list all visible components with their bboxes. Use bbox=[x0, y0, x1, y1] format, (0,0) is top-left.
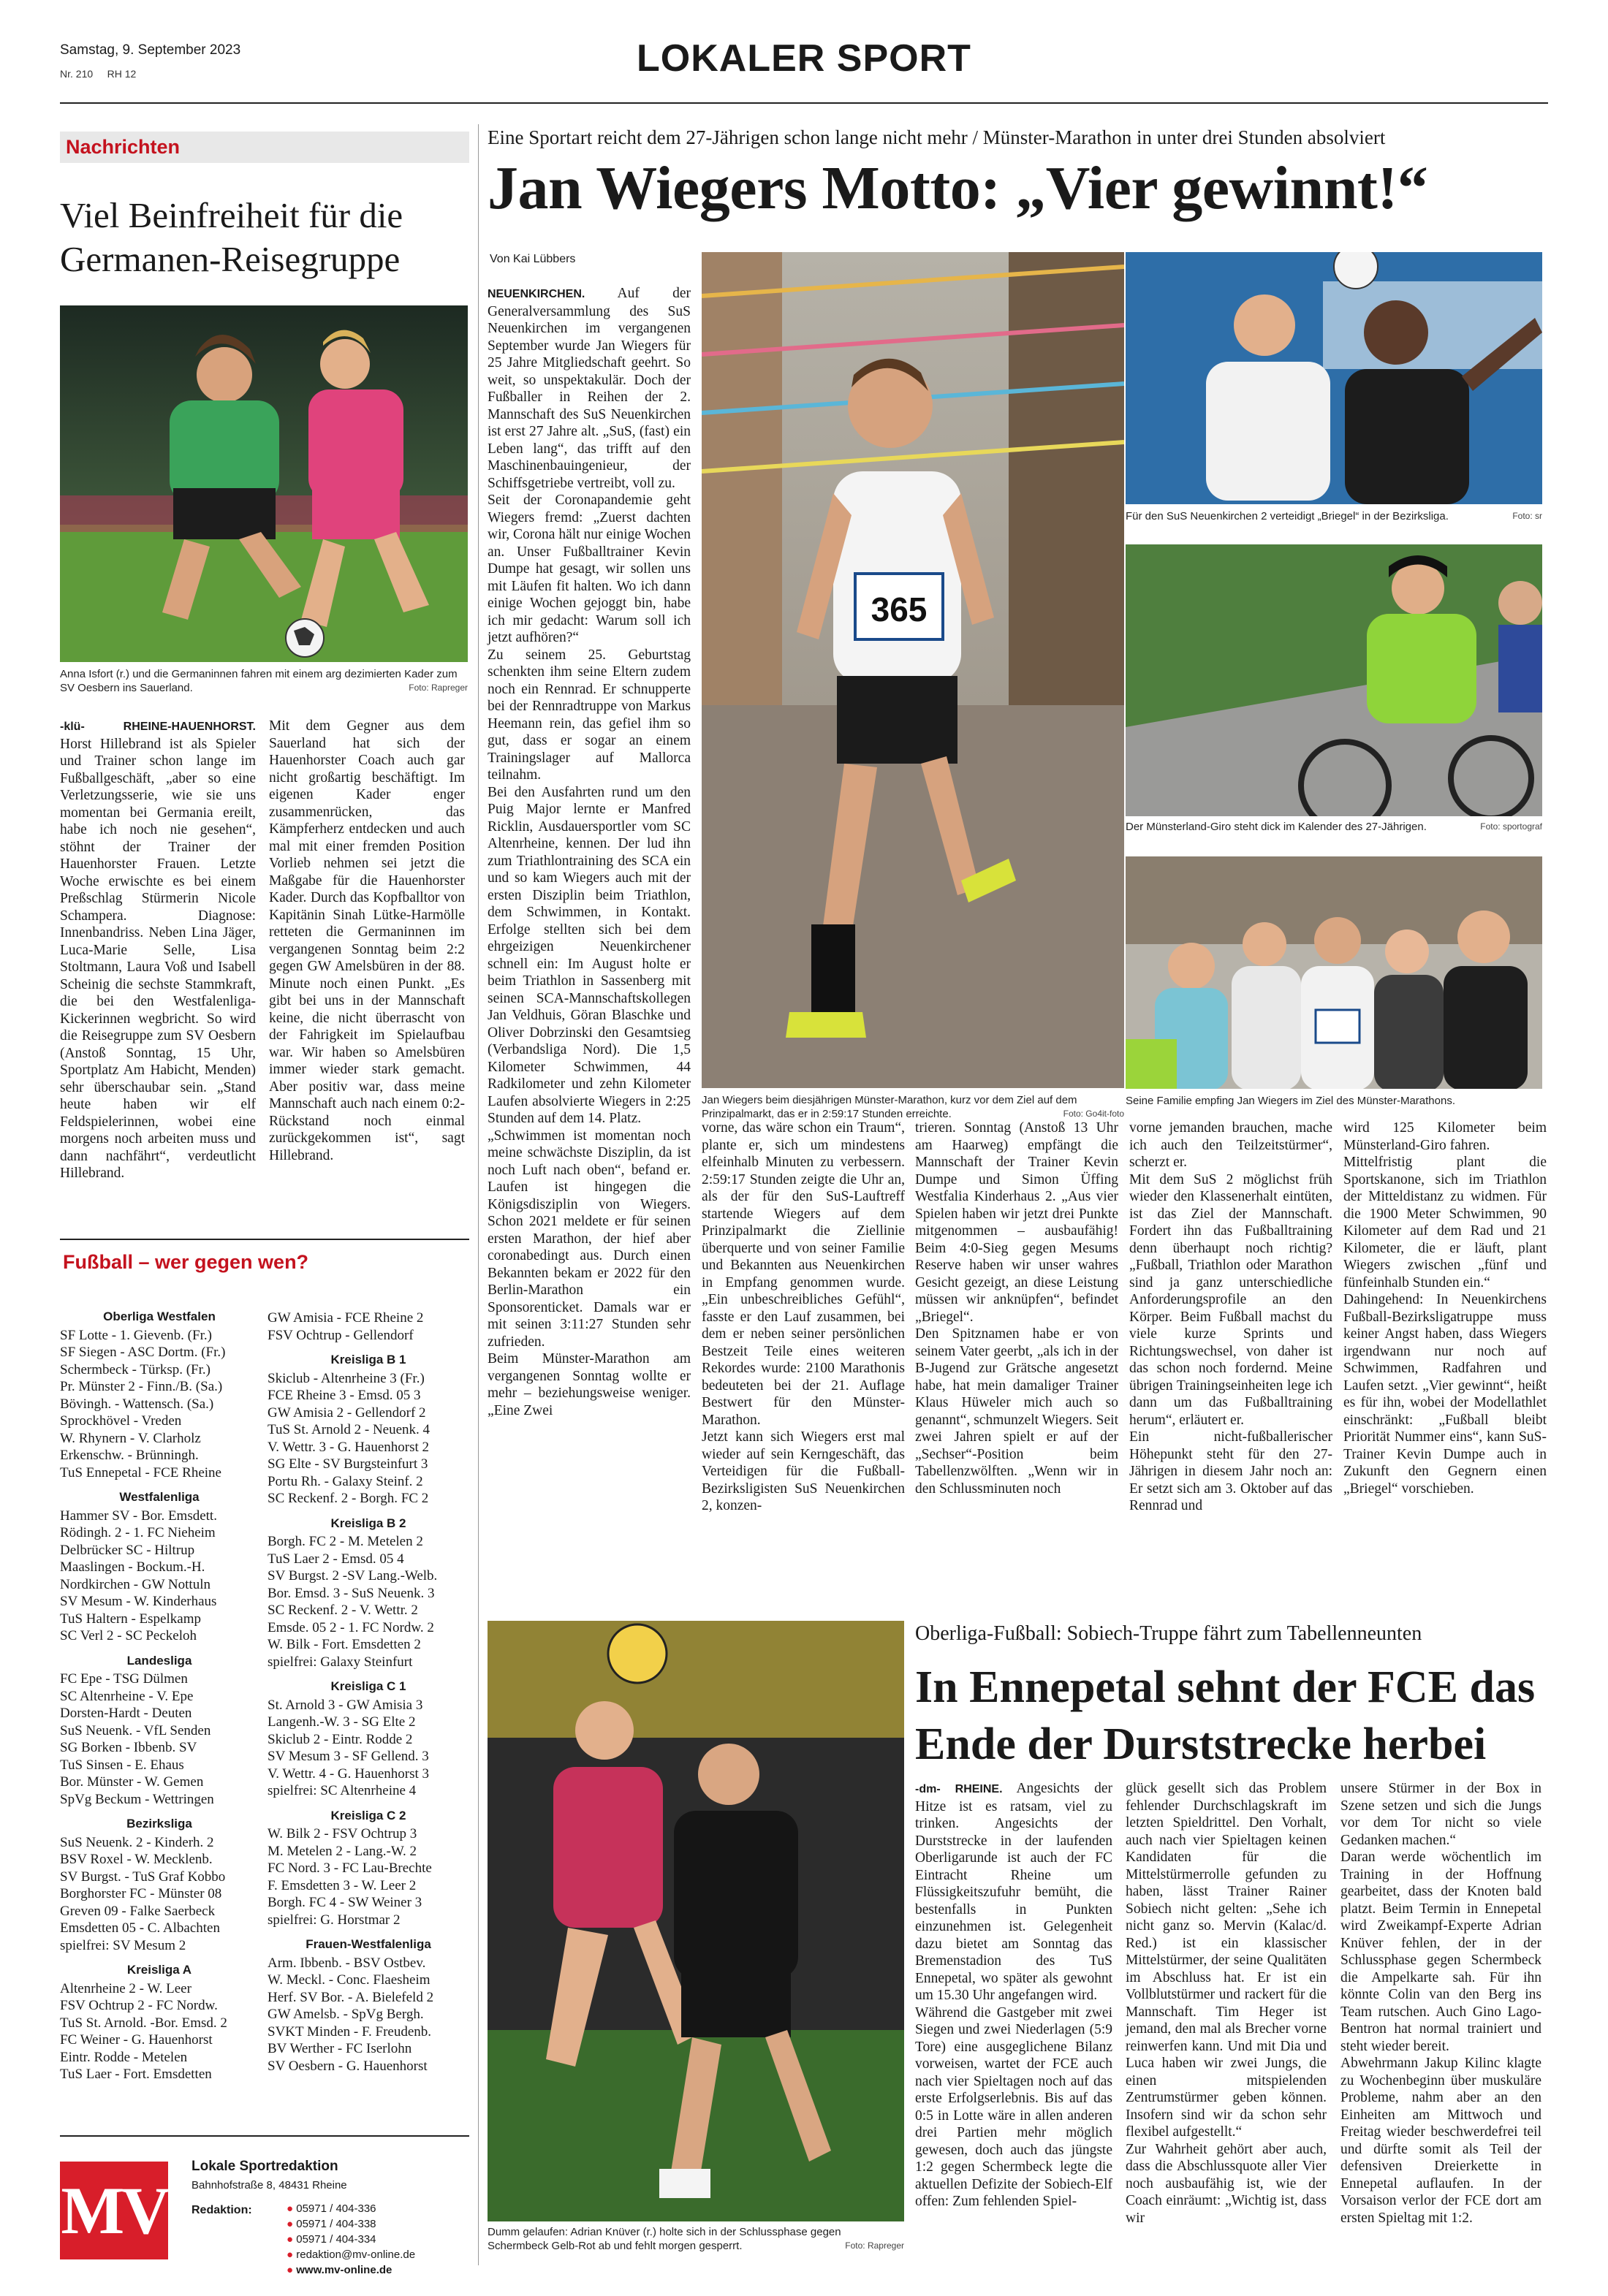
fixture-row: Bor. Münster - W. Gemen bbox=[60, 1774, 204, 1790]
fixtures-col-1 bbox=[60, 1301, 259, 2083]
soccer-photo bbox=[1126, 252, 1542, 504]
fixture-row: Erkenschw. - Brünningh. bbox=[60, 1448, 199, 1463]
section-title: LOKALER SPORT bbox=[637, 37, 971, 80]
fixture-row: Greven 09 - Falke Saerbeck bbox=[60, 1903, 216, 1919]
fixture-row: BSV Roxel - W. Mecklenb. bbox=[60, 1852, 213, 1867]
fixture-row: Hammer SV - Bor. Emsdett. bbox=[60, 1508, 217, 1524]
issue-number: Nr. 210 RH 12 bbox=[60, 68, 137, 80]
fixture-row: TuS Ennepetal - FCE Rheine bbox=[60, 1464, 221, 1480]
fixture-row: Maaslingen - Bockum.-H. bbox=[60, 1559, 205, 1575]
fixture-row: FCE Rheine 3 - Emsd. 05 3 bbox=[268, 1388, 421, 1403]
fixture-league-heading: Westfalenliga bbox=[119, 1490, 200, 1504]
issue-date: Samstag, 9. September 2023 bbox=[60, 42, 241, 58]
fixture-row: FC Weiner - G. Hauenhorst bbox=[60, 2032, 213, 2048]
contact-email[interactable]: redaktion@mv-online.de bbox=[296, 2249, 416, 2261]
bike-photo-caption: Der Münsterland-Giro steht dick im Kalender des 27-Jährigen. Foto: sportograf bbox=[1126, 821, 1542, 833]
fixture-row: W. Meckl. - Conc. Flaesheim bbox=[268, 1972, 431, 1988]
fixture-row: Eintr. Rodde - Metelen bbox=[60, 2049, 188, 2065]
fixture-row: SuS Neuenk. 2 - Kinderh. 2 bbox=[60, 1834, 214, 1850]
fixture-row: SVKT Minden - F. Freudenb. bbox=[268, 2023, 432, 2040]
main-dateline: NEUENKIRCHEN. bbox=[488, 288, 585, 300]
main-byline: Von Kai Lübbers bbox=[490, 253, 576, 265]
mail-icon: ● bbox=[287, 2249, 294, 2261]
fixture-row: TuS St. Arnold 2 - Neuenk. 4 bbox=[268, 1422, 431, 1437]
fixture-row: SF Siegen - ASC Dortm. (Fr.) bbox=[60, 1345, 226, 1360]
fixture-row: Emsde. 05 2 - 1. FC Nordw. 2 bbox=[268, 1619, 434, 1635]
fixture-row: TuS Sinsen - E. Ehaus bbox=[60, 1757, 184, 1773]
fixture-row: SuS Neuenk. - VfL Senden bbox=[60, 1722, 211, 1738]
fixture-row: Skiclub 2 - Eintr. Rodde 2 bbox=[268, 1731, 413, 1747]
main-col-3: trieren. Sonntag (Anstoß 13 Uhr am Haarweg) empfängt die Mannschaft der Trainer Kevin Dumpe und Simon Üffing Westfalia Kinderhaus 2. „Aus vier Spielen haben wir jetzt drei Punkte mitgenommen – ausbaufähig! Beim 4:0-Sieg gegen Mesums Reserve haben wir unser wahres Gesicht gezeigt, an diese Leistung müssen wir anknüpfen“, befindet „Briegel“. Den Spitznamen habe er von seinem Vater geerbt, „als ich in der B-Jugend zur Grätsche angesetzt habe, hat mein damaliger Trainer Klaus Hüweler mich auch so genannt“, schmunzelt Wiegers. Seit zwei Jahren spielt er auf der „Sechser“-Position beim Tabellenzwölften. „Wenn wir in den Schlussminuten noch bbox=[915, 1120, 1118, 1497]
column-divider bbox=[478, 124, 479, 2265]
fixture-row: FSV Ochtrup - Gellendorf bbox=[268, 1327, 414, 1343]
fixtures-col-2 bbox=[268, 1309, 469, 2075]
fixture-row: V. Wettr. 4 - G. Hauenhorst 3 bbox=[268, 1765, 429, 1782]
fixture-row: Rödingh. 2 - 1. FC Nieheim bbox=[60, 1525, 216, 1540]
fixtures-title: Fußball – wer gegen wen? bbox=[63, 1251, 309, 1273]
bike-photo bbox=[1126, 544, 1542, 816]
fixture-row: Portu Rh. - Galaxy Steinf. 2 bbox=[268, 1473, 423, 1489]
fixture-row: SC Verl 2 - SC Peckeloh bbox=[60, 1628, 197, 1643]
fixture-row: FSV Ochtrup 2 - FC Nordw. bbox=[60, 1998, 218, 2013]
fixture-row: SF Lotte - 1. Gievenb. (Fr.) bbox=[60, 1327, 212, 1343]
fixture-league-heading: Kreisliga B 2 bbox=[330, 1516, 406, 1530]
fixtures-rule bbox=[60, 1239, 469, 1240]
bike-photo-credit: Foto: sportograf bbox=[1480, 821, 1542, 832]
cycling-race-illustration bbox=[1126, 544, 1542, 816]
phone-icon: ● bbox=[287, 2218, 294, 2230]
main-col-5: wird 125 Kilometer beim Münsterland-Giro fahren. Mittelfristig plant die Sportskanone, sich im Triathlon der Mitteldistanz zu widmen. Für die 1900 Meter Schwimmen, 90 Kilometer auf dem Rad und 21 Kilometer, die er läuft, plant Wiegers zwischen „fünf und fünfeinhalb Stunden ein.“ Dahingehend: In Neuenkirchens Fußball-Bezirksligatruppe muss keiner Angst haben, dass Wiegers irgendwann nur noch auf Schwimmen, Radfahren und Laufen setzt. „Vier gewinnt“, heißt es für ihn, wobei der Modellathlet einschränkt: „Fußball bleibt Priorität Nummer eins“, kann SuS-Trainer Kevin Dumpe auch in Zukunft den Gegnern einen „Briegel“ vorschieben. bbox=[1343, 1120, 1547, 1497]
oberliga-duel-illustration bbox=[488, 1621, 904, 2221]
fixture-row: SV Mesum - W. Kinderhaus bbox=[60, 1594, 217, 1609]
web-icon: ● bbox=[287, 2264, 294, 2276]
soccer-header-illustration bbox=[1126, 252, 1542, 504]
fixture-row: Pr. Münster 2 - Finn./B. (Sa.) bbox=[60, 1379, 223, 1394]
contact-phone-1: 05971 / 404-336 bbox=[296, 2202, 376, 2215]
fixture-row: TuS St. Arnold. -Bor. Emsd. 2 bbox=[60, 2015, 227, 2031]
fixture-row: W. Bilk 2 - FSV Ochtrup 3 bbox=[268, 1826, 417, 1841]
fixture-league-heading: Oberliga Westfalen bbox=[103, 1309, 216, 1323]
fixture-league-heading: Frauen-Westfalenliga bbox=[306, 1937, 431, 1951]
fixture-row: Emsdetten 05 - C. Albachten bbox=[60, 1920, 220, 1936]
family-photo bbox=[1126, 856, 1542, 1089]
fixture-row: TuS Laer - Fort. Emsdetten bbox=[60, 2067, 212, 2082]
second-kicker: Oberliga-Fußball: Sobiech-Truppe fährt zum Tabellenneunten bbox=[915, 1622, 1422, 1645]
fixture-row: spielfrei: SC Altenrheine 4 bbox=[268, 1783, 417, 1798]
fixture-row: Borgh. FC 4 - SW Weiner 3 bbox=[268, 1895, 422, 1910]
fixture-row: Skiclub - Altenrheine 3 (Fr.) bbox=[268, 1370, 425, 1386]
fixture-row: Dorsten-Hardt - Deuten bbox=[60, 1706, 192, 1721]
fixture-row: Bor. Emsd. 3 - SuS Neuenk. 3 bbox=[268, 1585, 435, 1601]
fixture-row: TuS Laer 2 - Emsd. 05 4 bbox=[268, 1551, 404, 1567]
runner-photo-credit: Foto: Go4it-foto bbox=[1063, 1109, 1124, 1119]
fixture-row: BV Werther - FC Iserlohn bbox=[268, 2041, 412, 2056]
fixture-row: Herf. SV Bor. - A. Bielefeld 2 bbox=[268, 1989, 434, 2005]
fixture-row: spielfrei: SV Mesum 2 bbox=[60, 1937, 186, 1953]
contact-fax: 05971 / 404-334 bbox=[296, 2233, 376, 2246]
fixture-row: TuS Haltern - Espelkamp bbox=[60, 1611, 201, 1627]
runner-photo-caption: Jan Wiegers beim diesjährigen Münster-Marathon, kurz vor dem Ziel auf dem Prinzipalmarkt, das er in 2:59:17 Stunden erreichte. Foto: Go4it-foto bbox=[702, 1094, 1124, 1120]
fixture-row: GW Amisia 2 - Gellendorf 2 bbox=[268, 1404, 426, 1421]
fixture-row: Sprockhövel - Vreden bbox=[60, 1413, 182, 1429]
fixture-row: SC Reckenf. 2 - Borgh. FC 2 bbox=[268, 1491, 429, 1506]
fixture-league-heading: Kreisliga B 1 bbox=[330, 1353, 406, 1366]
main-kicker: Eine Sportart reicht dem 27-Jährigen schon lange nicht mehr / Münster-Marathon in unter drei Stunden absolviert bbox=[488, 126, 1386, 148]
fixture-row: Delbrücker SC - Hiltrup bbox=[60, 1542, 195, 1558]
fixture-row: FC Epe - TSG Dülmen bbox=[60, 1671, 188, 1687]
fce-photo bbox=[488, 1621, 904, 2221]
women-football-illustration bbox=[60, 305, 468, 662]
fixture-league-heading: Kreisliga C 2 bbox=[330, 1808, 406, 1822]
main-col-4: vorne jemanden brauchen, mache ich auch den Teilzeitstürmer“, scherzt er. Mit dem SuS 2 möglichst früh wieder den Klassenerhalt eintüten, ist das Ziel der Mannschaft. Fordert ihn das Fußballtraining denn überhaupt noch richtig? „Fußball, Triathlon oder Marathon sind ja ganz unterschiedliche Anforderungsprofile an den Körper. Beim Fußball machst du viele kurze Sprints und Richtungswechsel, von daher ist das schon noch fordernd. Meine übrigen Trainingseinheiten lege ich dann um das Fußballtraining herum“, erläutert er. Ein nicht-fußballerischer Höhepunkt steht für den 27-Jährigen in diesem Jahr noch an: Er setzt sich am 3. Oktober auf das Rennrad und bbox=[1129, 1120, 1332, 1513]
contact-label: Redaktion: bbox=[191, 2204, 252, 2216]
fax-icon: ● bbox=[287, 2233, 294, 2246]
news-headline: Viel Beinfreiheit für die Germanen-Reisegruppe bbox=[60, 195, 403, 279]
family-photo-caption: Seine Familie empfing Jan Wiegers im Ziel des Münster-Marathons. bbox=[1126, 1095, 1456, 1107]
fixture-row: SV Burgst. - TuS Graf Kobbo bbox=[60, 1869, 226, 1885]
mv-logo: MV bbox=[60, 2162, 168, 2259]
fce-photo-caption: Dumm gelaufen: Adrian Knüver (r.) holte sich in der Schlussphase gegen Schermbeck Gelb-Rot ab und fehlt morgen gesperrt. Foto: Rapreger bbox=[488, 2226, 904, 2252]
second-col-1 bbox=[915, 1780, 1112, 2211]
fixture-row: V. Wettr. 3 - G. Hauenhorst 2 bbox=[268, 1439, 429, 1455]
fixture-row: SC Reckenf. 2 - V. Wettr. 2 bbox=[268, 1603, 418, 1618]
second-col-3: unsere Stürmer in der Box in Szene setzen und sich die Jungs vor dem Tor nicht so viele Gedanken machen.“ Daran werde wöchentlich im Training in der Hoffnung gearbeitet, dass der Knoten bald platzt. Beim Termin in Ennepetal wird Zweikampf-Experte Adrian Knüver fehlen, der in der Schlussphase gegen Schermbeck die Ampelkarte sah. Für ihn könnte Colin van den Berg ins Team rutschen. Auch Gino Lago-Bentron hat normal trainiert und steht wieder bereit. Abwehrmann Jakup Kilinc klagte zu Wochenbeginn über muskuläre Probleme, nahm aber an den Einheiten am Mittwoch und Freitag wieder beschwerdefrei teil und dürfte somit als Teil der defensiven Dreierkette in Ennepetal auflaufen. In der Vorsaison verlor der FCE dort am ersten Spieltag mit 1:2. bbox=[1340, 1781, 1541, 2226]
soccer-photo-credit: Foto: sr bbox=[1512, 511, 1542, 521]
runner-photo bbox=[702, 252, 1124, 1088]
news-tab: Nachrichten bbox=[60, 132, 469, 163]
fixture-row: SV Burgst. 2 -SV Lang.-Welb. bbox=[268, 1568, 438, 1584]
main-headline: Jan Wiegers Motto: „Vier gewinnt!“ bbox=[488, 154, 1428, 222]
contact-title: Lokale Sportredaktion bbox=[191, 2159, 338, 2174]
contact-phone-2: 05971 / 404-338 bbox=[296, 2218, 376, 2230]
news-photo-credit: Foto: Rapreger bbox=[409, 683, 468, 693]
fixture-row: Bövingh. - Wattensch. (Sa.) bbox=[60, 1396, 214, 1412]
contact-web[interactable]: www.mv-online.de bbox=[296, 2264, 392, 2276]
fixture-row: Borghorster FC - Münster 08 bbox=[60, 1886, 222, 1901]
main-col-2: vorne, das wäre schon ein Traum“, plante er, sich um mindestens elfeinhalb Minuten zu verbessern. 2:59:17 Stunden zeigte die Uhr an, als der für den SuS-Lauftreff startende Wiegers auf dem Prinzipalmarkt die Ziellinie überquerte und von seiner Familie und Bekannten aus Neuenkirchen in Empfang genommen wurde. „Ein unbeschreibliches Gefühl“, fasste er den Lauf zusammen, bei dem er neben seiner persönlichen Bestzeit Teile eines weiteren Rekordes wurde: 2100 Marathonis bedeuteten bei der 21. Auflage Bestwert für den Münster-Marathon. Jetzt kann sich Wiegers erst mal wieder auf sein Kerngeschäft, das Verteidigen für die Fußball-Bezirksligisten SuS Neuenkirchen 2, konzen- bbox=[702, 1120, 905, 1513]
fce-photo-credit: Foto: Rapreger bbox=[845, 2240, 904, 2251]
fixture-row: GW Amisia - FCE Rheine 2 bbox=[268, 1310, 424, 1326]
news-photo-caption: Anna Isfort (r.) und die Germaninnen fahren mit einem arg dezimierten Kader zum SV Oesbern ins Sauerland. Foto: Rapreger bbox=[60, 668, 468, 694]
runner-bib-number: 365 bbox=[871, 590, 928, 628]
family-group-illustration bbox=[1126, 856, 1542, 1089]
main-col-1-text: Auf der Generalversammlung des SuS Neuenkirchen im vergangenen September wurde Jan Wiegers für 25 Jahre Mitgliedschaft geehrt. So weit, so unspektakulär. Doch der Fußballer in Reihen der 2. Mannschaft des SuS Neuenkirchen ist erst 27 Jahre alt. „SuS, (fast) ein Leben lang“, das trifft auf den Maschinenbauingenieur, der Schiffsgetriebe vertreibt, voll zu. Seit der Coronapandemie geht Wiegers fremd: „Zuerst dachten wir, Corona hält nur einige Wochen an. Unser Fußballtrainer Kevin Dumpe hat gesagt, wir sollen uns mit Läufen fit halten. Wo ich dann einige Wochen gejoggt bin, habe ich mir gedacht: Warum soll ich jetzt aufhören?“ Zu seinem 25. Geburtstag schenkten ihm seine Eltern zudem noch ein Rennrad. Er schnupperte bei der Rennradtruppe von Markus Heemann rein, das gefiel ihm so gut, dass er sogar an einem Trainingslager auf Mallorca teilnahm. Bei den Ausfahrten rund um den Puig Major lernte er Manfred Ricklin, Ausdauersportler vom SC Altenrheine, kennen. Der lud ihn zum Triathlontraining des SCA ein und so kam Wiegers auch mit der ersten Disziplin beim Triathlon, dem Schwimmen, in Kontakt. Erfolge stellten sich bei dem ehrgeizigen Neuenkirchener schnell ein: Im August holte er beim Triathlon in Sassenberg mit seinen SCA-Mannschaftskollegen Jan Veldhuis, Göran Blaschke und Oliver Dobrzinski den Gesamtsieg (Verbandsliga Nord). Die 1,5 Kilometer Schwimmen, 44 Radkilometer und zehn Kilometer Laufen absolvierte Wiegers in 2:25 Stunden auf dem 14. Platz. „Schwimmen ist momentan noch meine schwächste Disziplin, da ist noch Luft nach oben“, befand er. Laufen ist hingegen die Königsdisziplin von Wiegers. Schon 2021 meldete er für seinen ersten Marathon, der hief aber coronabedingt aus. Durch einen Bekannten bekam er 2022 für den Berlin-Marathon ein Sponsorenticket. Damals war er mit seinen 3:11:27 Stunden sehr zufrieden. Beim Münster-Marathon am vergangenen Sonntag wollte er mehr – beziehungsweise weniger. „Eine Zwei bbox=[488, 286, 691, 1418]
news-dateline: RHEINE-HAUENHORST. bbox=[123, 721, 256, 733]
second-headline: In Ennepetal sehnt der FCE das Ende der Durststrecke herbei bbox=[915, 1662, 1536, 1769]
fixture-row: SC Altenrheine - V. Epe bbox=[60, 1688, 194, 1704]
fixture-league-heading: Landesliga bbox=[126, 1653, 192, 1668]
phone-icon: ● bbox=[287, 2202, 294, 2215]
news-col-1-text: Horst Hillebrand ist als Spieler und Trainer schon lange im Fußballgeschäft, „aber so eine Verletzungsserie, wie sie uns momentan bei Germania ereilt, habe ich noch nie gesehen“, stöhnt der Trainer der Hauenhorster Frauen. Letzte Woche erwischte es bei einem Preßschlag Stürmerin Nicole Schampera. Diagnose: Innenbandriss. Neben Lina Jäger, Luca-Marie Selle, Lisa Stoltmann, Laura Voß und Isabell Scheinig die sechste Stammkraft, die bei den Westfalenliga-Kickerinnen wegbricht. So wird die Reisegruppe zum SV Oesbern (Anstoß Sonntag, 15 Uhr, Sportplatz Am Habicht, Menden) sehr überschaubar sein. „Stand heute haben wir elf Feldspielerinnen, wobei eine morgens noch arbeiten muss und dann nachfährt“, verdeutlicht Hillebrand. bbox=[60, 736, 256, 1181]
fixture-league-heading: Kreisliga C 1 bbox=[330, 1679, 406, 1693]
fixture-row: Langenh.-W. 3 - SG Elte 2 bbox=[268, 1714, 416, 1730]
fixture-row: Arm. Ibbenb. - BSV Ostbev. bbox=[268, 1955, 426, 1971]
news-byline: -klü- bbox=[60, 721, 85, 733]
marathon-runner-illustration bbox=[702, 252, 1124, 1088]
masthead-rule bbox=[60, 102, 1548, 104]
contact-rule bbox=[60, 2135, 469, 2137]
fixture-row: F. Emsdetten 3 - W. Leer 2 bbox=[268, 1877, 417, 1893]
second-byline: -dm- bbox=[915, 1783, 941, 1795]
second-dateline: RHEINE. bbox=[955, 1783, 1003, 1795]
fixture-row: spielfrei: Galaxy Steinfurt bbox=[268, 1654, 413, 1670]
news-col-2: Mit dem Gegner aus dem Sauerland hat sich der Hauenhorster Coach auch gar nicht großartig beschäftigt. Im eigenen Kader enger zusammenrücken, das Kämpferherz entdecken und auch mal mit einer fremden Position Vorlieb nehmen sei jetzt die Maßgabe für die Hauenhorster Kader. Durch das Kopfballtor von Kapitänin Sinah Lütke-Harmölle retteten die Germaninnen im vergangenen Sonntag beim 2:2 gegen GW Amelsbüren in der 88. Minute noch einen Punkt. „Es gibt bei uns in der Mannschaft keine, die nicht überrascht von der Fahrigkeit im Spielaufbau war. Wir haben so Amelsbüren immer wieder stark gemacht. Aber positiv war, dass meine Mannschaft auch nach einem 0:2-Rückstand noch einmal zurückgekommen ist“, sagt Hillebrand. bbox=[269, 718, 465, 1163]
contact-address: Bahnhofstraße 8, 48431 Rheine bbox=[191, 2179, 347, 2192]
fixture-row: SV Oesbern - G. Hauenhorst bbox=[268, 2058, 428, 2074]
soccer-photo-caption: Für den SuS Neuenkirchen 2 verteidigt „Briegel“ in der Bezirksliga. Foto: sr bbox=[1126, 510, 1542, 522]
news-photo bbox=[60, 305, 468, 662]
fixture-row: Altenrheine 2 - W. Leer bbox=[60, 1980, 191, 1996]
fixture-row: Nordkirchen - GW Nottuln bbox=[60, 1576, 211, 1592]
fixture-row: SV Mesum 3 - SF Gellend. 3 bbox=[268, 1749, 429, 1764]
fixture-row: SpVg Beckum - Wettringen bbox=[60, 1791, 214, 1807]
fixture-row: SG Elte - SV Burgsteinfurt 3 bbox=[268, 1456, 428, 1472]
fixture-row: W. Bilk - Fort. Emsdetten 2 bbox=[268, 1637, 421, 1652]
fixture-row: GW Amelsb. - SpVg Bergh. bbox=[268, 2007, 424, 2022]
main-col-1 bbox=[488, 285, 691, 1419]
fixture-row: FC Nord. 3 - FC Lau-Brechte bbox=[268, 1860, 432, 1876]
fixture-league-heading: Kreisliga A bbox=[126, 1963, 192, 1977]
contact-list bbox=[287, 2201, 415, 2278]
fixture-row: spielfrei: G. Horstmar 2 bbox=[268, 1912, 401, 1928]
second-col-1-text: Angesichts der Hitze ist es ratsam, viel zu trinken. Angesichts der Durststrecke in der laufenden Oberligarunde ist auch der FC Eintracht Rheine um Flüssigkeitszufuhr bemüht, die bestenfalls in Punkten einzunehmen ist. Gelegenheit dazu bietet am Sonntag das Bremenstadion des TuS Ennepetal, wo später als gewohnt um 15.30 Uhr angefangen wird. Während die Gastgeber mit zwei Siegen und zwei Niederlagen (5:9 Tore) eine ausgeglichene Bilanz vorweisen, wartet der FCE auch nach vier Spieltagen noch auf das erste Erfolgserlebnis. Bis auf das 0:5 in Lotte wäre in allen anderen drei Partien mehr möglich gewesen, doch auch das jüngste 1:2 gegen Schermbeck legte die aktuellen Defizite der Sobiech-Elf offen: Zum fehlenden Spiel- bbox=[915, 1781, 1112, 2209]
fixture-row: SG Borken - Ibbenb. SV bbox=[60, 1740, 197, 1755]
fixture-row: St. Arnold 3 - GW Amisia 3 bbox=[268, 1697, 423, 1713]
fixture-row: W. Rhynern - V. Clarholz bbox=[60, 1430, 201, 1446]
fixture-row: Schermbeck - Türksp. (Fr.) bbox=[60, 1361, 211, 1377]
fixture-row: Borgh. FC 2 - M. Metelen 2 bbox=[268, 1534, 423, 1549]
fixture-row: M. Metelen 2 - Lang.-W. 2 bbox=[268, 1843, 417, 1859]
news-col-1 bbox=[60, 718, 256, 1182]
second-col-2: glück gesellt sich das Problem fehlender Durchschlagskraft im letzten Spieldrittel. Den Vorhalt, auch nach vier Spieltagen keinen Kandidaten für die Mittelstürmerrolle gefunden zu haben, lässt Trainer Rainer Sobiech nicht gelten: „Sehe ich nicht ganz so. Mervin (Kalac/d. Red.) ist ein klassischer Mittelstürmer, der seine Qualitäten im Abschluss hat. Er ist ein Vollblutstürmer und rackert für die Mannschaft. Tim Heger ist jemand, den mal als Brecher vorne reinwerfen kann. Und mit Dia und Luca haben wir zwei Jungs, die einen mitspielenden Zentrumstürmer geben können. Insofern sind wir da schon sehr flexibel aufgestellt.“ Zur Wahrheit gehört aber auch, dass die Abschlussquote aller Vier noch ausbaufähig ist, wie der Coach einräumt: „Wichtig ist, dass wir bbox=[1126, 1781, 1327, 2226]
fixture-league-heading: Bezirksliga bbox=[126, 1817, 192, 1831]
